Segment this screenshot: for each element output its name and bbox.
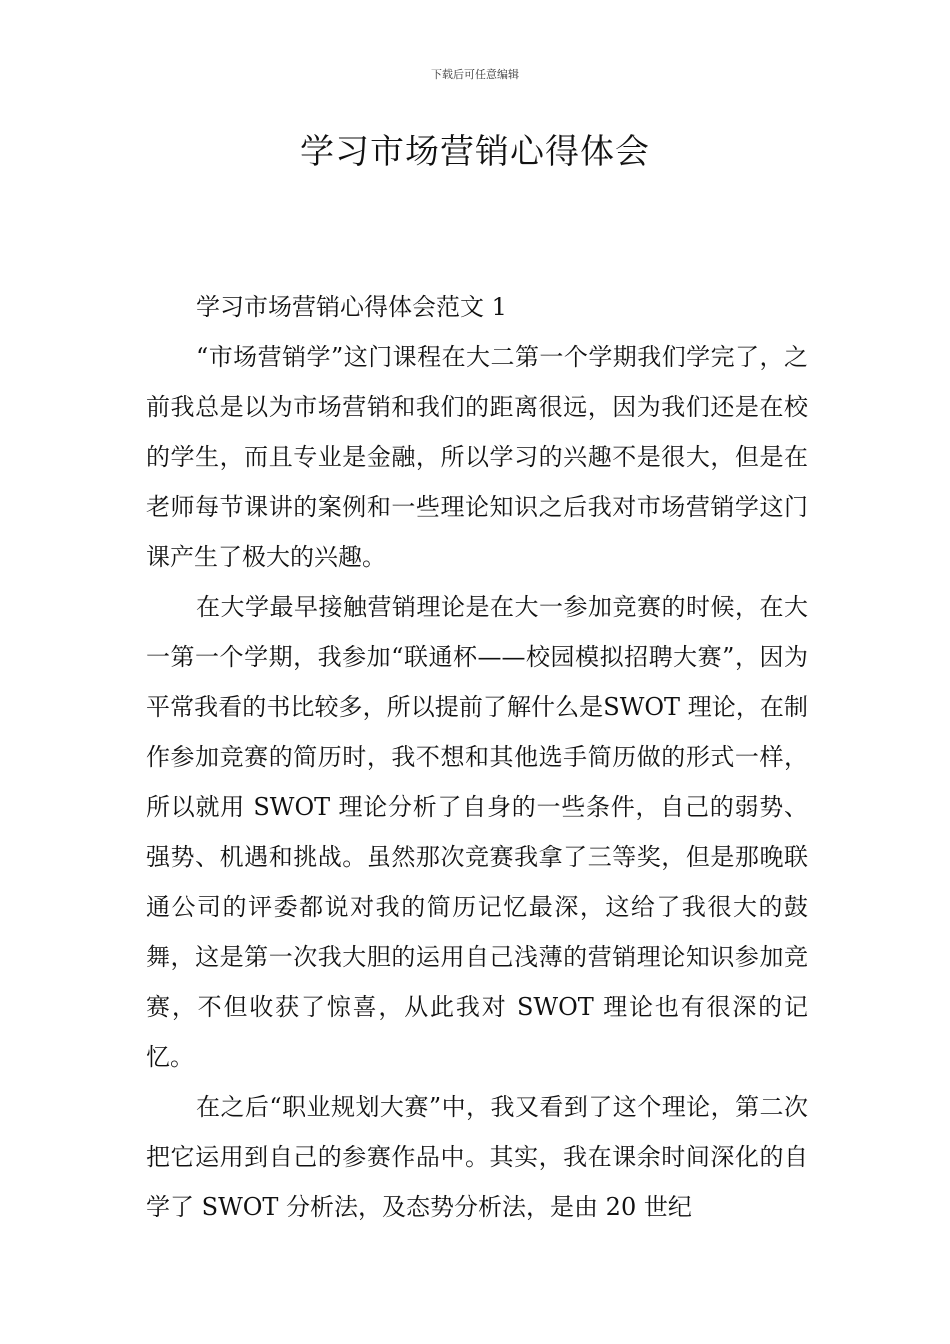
paragraph-1: “市场营销学”这门课程在大二第一个学期我们学完了，之前我总是以为市场营销和我们的距离很远，因为我们还是在校的学生，而且专业是金融，所以学习的兴趣不是很大，但是在老师每节课讲的案例和一些理论知识之后我对市场营销学这门课产生了极大的兴趣。	[146, 343, 808, 571]
section-subheading: 学习市场营销心得体会范文 1	[196, 293, 507, 321]
document-title: 学习市场营销心得体会	[300, 132, 650, 172]
header-note: 下载后可任意编辑	[431, 68, 519, 81]
document-body	[146, 282, 808, 1232]
paragraph-2: 在大学最早接触营销理论是在大一参加竞赛的时候，在大一第一个学期，我参加“联通杯——校园模拟招聘大赛”，因为平常我看的书比较多，所以提前了解什么是SWOT 理论，在制作参加竞赛的简历时，我不想和其他选手简历做的形式一样，所以就用 SWOT 理论分析了自身的一些条件，自己的弱势、强势、机遇和挑战。虽然那次竞赛我拿了三等奖，但是那晚联通公司的评委都说对我的简历记忆最深，这给了我很大的鼓舞，这是第一次我大胆的运用自己浅薄的营销理论知识参加竞赛，不但收获了惊喜，从此我对 SWOT 理论也有很深的记忆。	[146, 593, 808, 1071]
paragraph-3: 在之后“职业规划大赛”中，我又看到了这个理论，第二次把它运用到自己的参赛作品中。其实，我在课余时间深化的自学了 SWOT 分析法，及态势分析法，是由 20 世纪	[146, 1093, 808, 1221]
